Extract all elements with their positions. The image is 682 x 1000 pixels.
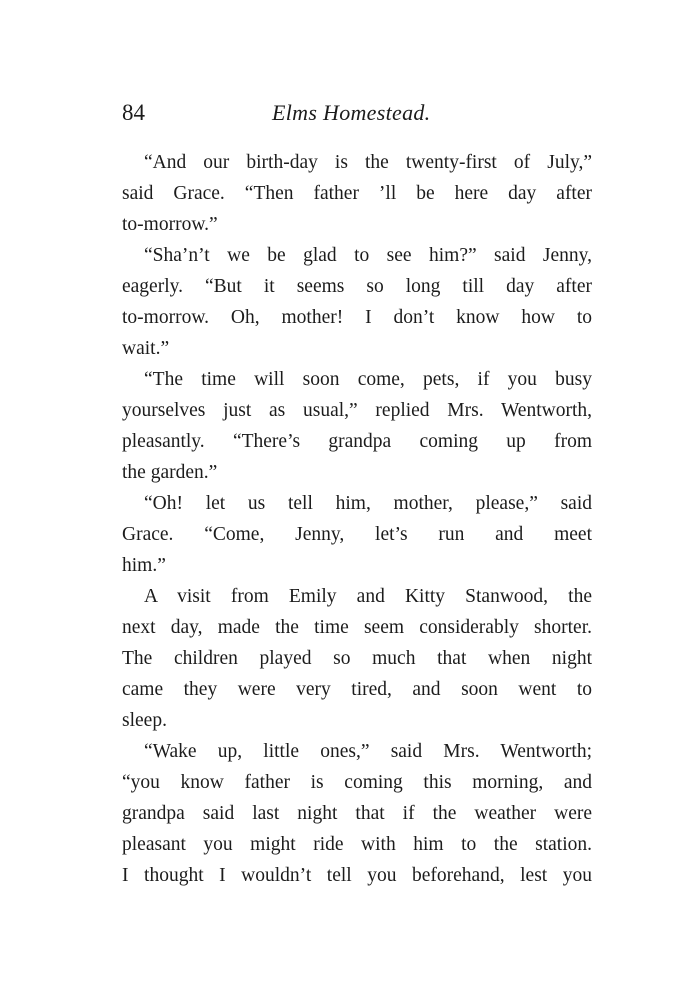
text-line: “And our birth-day is the twenty-first of July,” — [144, 152, 592, 173]
text-line: “The time will soon come, pets, if you busy — [144, 369, 592, 390]
text-line: The children played so much that when night — [122, 648, 592, 669]
text-line: pleasantly. “There’s grandpa coming up from — [122, 431, 592, 452]
text-line: came they were very tired, and soon went to — [122, 679, 592, 700]
text-line: next day, made the time seem considerably shorter. — [122, 617, 592, 638]
text-line: sleep. — [122, 710, 167, 731]
text-line: pleasant you might ride with him to the station. — [122, 834, 592, 855]
body-text — [122, 147, 592, 891]
text-line: wait.” — [122, 338, 170, 359]
text-line: him.” — [122, 555, 166, 576]
text-line: “Oh! let us tell him, mother, please,” said — [144, 493, 592, 514]
text-line: I thought I wouldn’t tell you beforehand, lest you — [122, 865, 592, 886]
text-line: yourselves just as usual,” replied Mrs. Wentworth, — [122, 400, 592, 421]
text-line: A visit from Emily and Kitty Stanwood, the — [144, 586, 592, 607]
text-line: to-morrow.” — [122, 214, 218, 235]
page-header — [0, 100, 682, 132]
text-line: “you know father is coming this morning, and — [122, 772, 592, 793]
text-line: the garden.” — [122, 462, 218, 483]
page-number: 84 — [122, 100, 145, 125]
text-line: “Wake up, little ones,” said Mrs. Wentworth; — [144, 741, 592, 762]
text-line: grandpa said last night that if the weather were — [122, 803, 592, 824]
running-title: Elms Homestead. — [272, 100, 431, 125]
text-line: eagerly. “But it seems so long till day after — [122, 276, 592, 297]
text-line: said Grace. “Then father ’ll be here day after — [122, 183, 592, 204]
text-line: Grace. “Come, Jenny, let’s run and meet — [122, 524, 592, 545]
text-line: “Sha’n’t we be glad to see him?” said Jenny, — [144, 245, 592, 266]
text-line: to-morrow. Oh, mother! I don’t know how to — [122, 307, 592, 328]
